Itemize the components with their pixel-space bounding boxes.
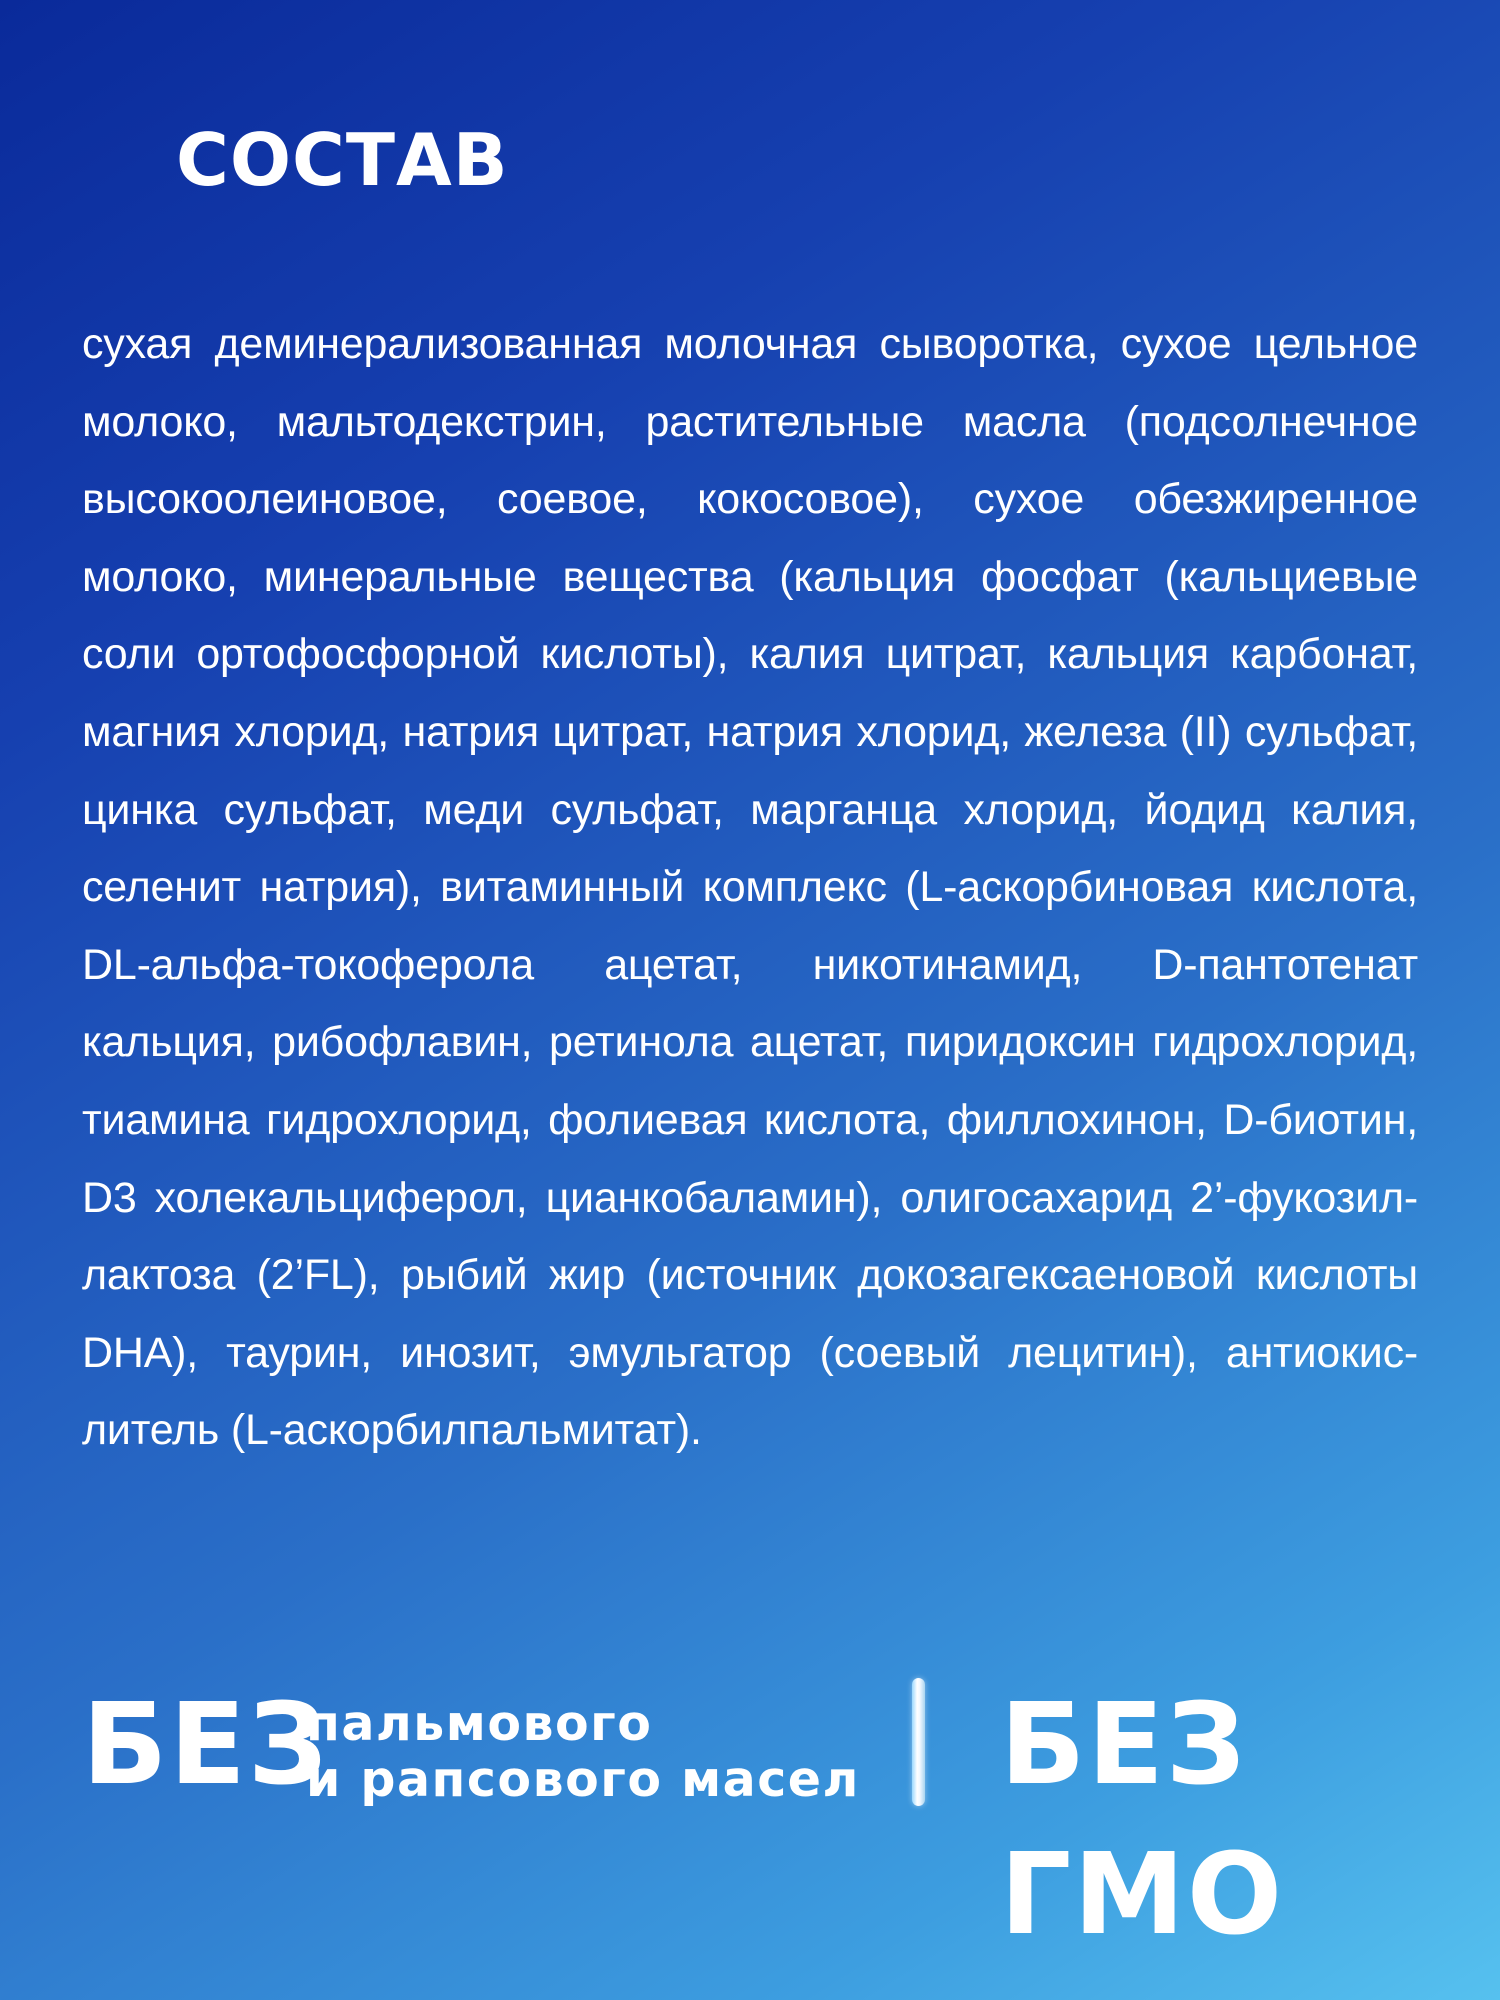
claims-divider (912, 1678, 925, 1806)
no-oils-description (306, 1696, 860, 1808)
ingredients-text: сухая деминерализованная молочная сыворотка, сухое цельное молоко, мальтодекстрин, растительные масла (подсолнечное высокоолеиновое, соевое, кокосовое), сухое обезжиренное молоко, минеральные вещества (кальция фосфат (кальциевые соли ортофосфорной кислоты), калия цитрат, кальция карбонат, магния хлорид, натрия цитрат, натрия хлорид, железа (II) сульфат, цинка сульфат, меди сульфат, марганца хлорид, йодид калия, селенит натрия), витаминный комплекс (L-аскорбиновая кислота, DL-альфа-токоферола ацетат, никотинамид, D-пантотенат кальция, рибофлавин, ретинола ацетат, пиридоксин гидрохлорид, тиамина гидрохлорид, фолиевая кислота, филлохинон, D-биотин, D3 холекальциферол, цианкобаламин), олигосахарид 2’-фукозил-лактоза (2’FL), рыбий жир (источник докозагексаеновой кислоты DHA), таурин, инозит, эмульгатор (соевый лецитин), антиокис-литель (L-аскорбилпальмитат). (82, 320, 1418, 1455)
no-oils-big-label: БЕЗ (82, 1680, 330, 1810)
no-oils-line-2: и рапсового масел (306, 1751, 860, 1808)
page-title: СОСТАВ (176, 118, 509, 202)
no-oils-line-1: пальмового (306, 1695, 653, 1752)
no-gmo-label: БЕЗ ГМО (1000, 1680, 1285, 1960)
claims-bar (82, 1670, 1418, 1960)
